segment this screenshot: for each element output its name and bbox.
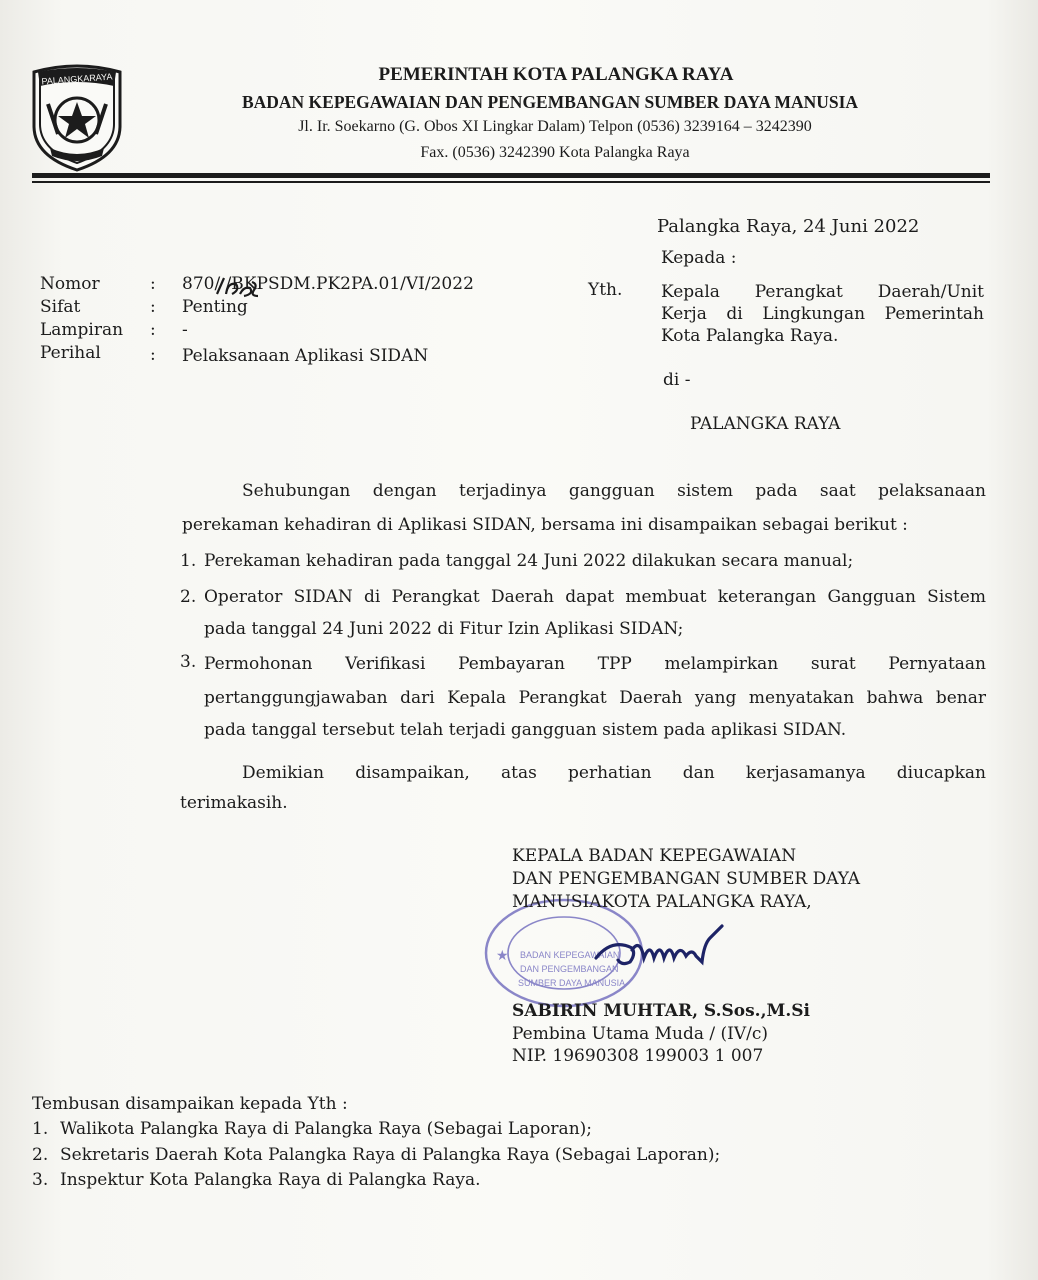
addressee-line1: Kepala Perangkat Daerah/Unit: [661, 282, 984, 302]
closing-line2: terimakasih.: [180, 793, 288, 813]
letterhead-divider-thick: [32, 173, 990, 178]
addressee-kepada: Kepada :: [661, 248, 737, 268]
letterhead-agency: BADAN KEPEGAWAIAN DAN PENGEMBANGAN SUMBER DAYA MANUSIA: [241, 92, 859, 112]
intro-line1: Sehubungan dengan terjadinya gangguan sistem pada saat pelaksanaan: [242, 481, 986, 501]
signatory-title-line1: KEPALA BADAN KEPEGAWAIAN: [512, 846, 797, 866]
svg-text:SUMBER DAYA MANUSIA: SUMBER DAYA MANUSIA: [518, 978, 626, 988]
addressee-line3: Kota Palangka Raya.: [661, 326, 839, 346]
sifat-colon: :: [150, 297, 156, 317]
cc-heading: Tembusan disampaikan kepada Yth :: [32, 1094, 348, 1114]
item2-number: 2.: [180, 587, 197, 607]
item3-text-line2: pertanggungjawaban dari Kepala Perangkat Daerah yang menyatakan bahwa benar: [204, 688, 986, 708]
closing-line1: Demikian disampaikan, atas perhatian dan kerjasamanya diucapkan: [242, 763, 986, 783]
cc-item-1-text: Walikota Palangka Raya di Palangka Raya (Sebagai Laporan);: [60, 1119, 593, 1139]
lampiran-label: Lampiran: [40, 320, 124, 340]
signatory-title-line3: MANUSIAKOTA PALANGKA RAYA,: [512, 892, 812, 912]
addressee-line2: Kerja di Lingkungan Pemerintah: [661, 304, 984, 324]
item3-number: 3.: [180, 652, 197, 672]
cc-item-3-number: 3.: [32, 1170, 49, 1190]
item2-text-line1: Operator SIDAN di Perangkat Daerah dapat membuat keterangan Gangguan Sistem: [204, 587, 986, 607]
svg-text:★: ★: [496, 948, 509, 964]
addressee-city: PALANGKA RAYA: [690, 414, 841, 434]
intro-line2: perekaman kehadiran di Aplikasi SIDAN, bersama ini disampaikan sebagai berikut :: [182, 515, 908, 535]
svg-text:BADAN KEPEGAWAIAN: BADAN KEPEGAWAIAN: [520, 950, 620, 960]
item1-text: Perekaman kehadiran pada tanggal 24 Juni 2022 dilakukan secara manual;: [204, 551, 854, 571]
cc-item-2-text: Sekretaris Daerah Kota Palangka Raya di Palangka Raya (Sebagai Laporan);: [60, 1145, 721, 1165]
letterhead-address: Jl. Ir. Soekarno (G. Obos XI Lingkar Dalam) Telpon (0536) 3239164 – 3242390: [298, 118, 812, 135]
lampiran-value: -: [182, 320, 188, 340]
sifat-value: Penting: [182, 297, 248, 317]
perihal-label: Perihal: [40, 343, 101, 363]
nomor-colon: :: [150, 274, 156, 294]
letterhead-fax: Fax. (0536) 3242390 Kota Palangka Raya: [420, 144, 690, 161]
addressee-di: di -: [663, 370, 691, 390]
item3-text-line3: pada tanggal tersebut telah terjadi gangguan sistem pada aplikasi SIDAN.: [204, 720, 847, 740]
addressee-yth: Yth.: [588, 280, 623, 300]
nomor-label: Nomor: [40, 274, 100, 294]
svg-text:PALANGKARAYA: PALANGKARAYA: [41, 71, 113, 87]
cc-item-3-text: Inspektur Kota Palangka Raya di Palangka Raya.: [60, 1170, 481, 1190]
sifat-label: Sifat: [40, 297, 81, 317]
signatory-title-line2: DAN PENGEMBANGAN SUMBER DAYA: [512, 869, 860, 889]
lampiran-colon: :: [150, 320, 156, 340]
letter-date: Palangka Raya, 24 Juni 2022: [657, 216, 920, 237]
cc-item-1-number: 1.: [32, 1119, 49, 1139]
perihal-colon: :: [150, 345, 156, 365]
cc-item-2-number: 2.: [32, 1145, 49, 1165]
perihal-value: Pelaksanaan Aplikasi SIDAN: [182, 346, 429, 366]
item2-text-line2: pada tanggal 24 Juni 2022 di Fitur Izin Aplikasi SIDAN;: [204, 619, 684, 639]
signatory-nip: NIP. 19690308 199003 1 007: [512, 1046, 764, 1066]
handwritten-signature: [592, 918, 732, 978]
city-emblem-logo: [28, 64, 126, 174]
nomor-value: 870/ /BKPSDM.PK2PA.01/VI/2022: [182, 274, 474, 294]
letterhead-divider-thin: [32, 181, 990, 183]
letterhead-government: PEMERINTAH KOTA PALANGKA RAYA: [378, 64, 734, 85]
svg-text:DAN PENGEMBANGAN: DAN PENGEMBANGAN: [520, 964, 619, 974]
signatory-rank: Pembina Utama Muda / (IV/c): [512, 1024, 769, 1044]
item3-text-line1: Permohonan Verifikasi Pembayaran TPP melampirkan surat Pernyataan: [204, 654, 986, 674]
signatory-name: SABIRIN MUHTAR, S.Sos.,M.Si: [512, 1001, 810, 1021]
item1-number: 1.: [180, 551, 197, 571]
